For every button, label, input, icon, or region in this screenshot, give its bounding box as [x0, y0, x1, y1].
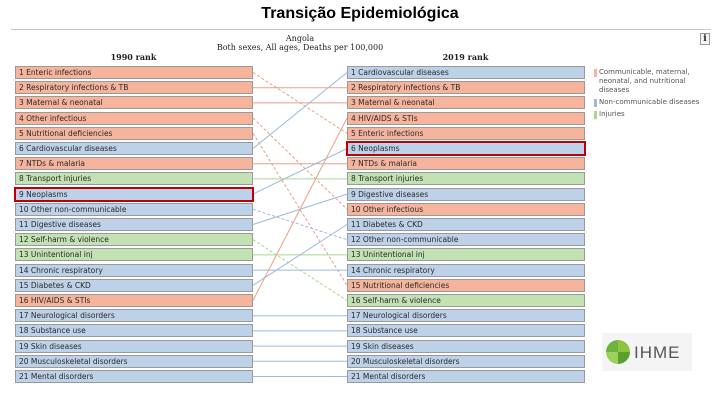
- right-rank-item[interactable]: 9 Digestive diseases: [347, 188, 585, 201]
- right-rank-item[interactable]: 12 Other non-communicable: [347, 233, 585, 246]
- left-rank-item[interactable]: 13 Unintentional inj: [15, 248, 253, 261]
- left-heading: 1990 rank: [110, 52, 157, 62]
- legend-swatch: [594, 99, 597, 107]
- right-rank-item[interactable]: 15 Nutritional deficiencies: [347, 279, 585, 292]
- ihme-logo-icon: [604, 338, 632, 366]
- right-rank-item[interactable]: 19 Skin diseases: [347, 340, 585, 353]
- highlight-box-left: [14, 187, 254, 202]
- left-rank-item[interactable]: 9 Neoplasms: [15, 188, 253, 201]
- left-rank-item[interactable]: 20 Musculoskeletal disorders: [15, 355, 253, 368]
- right-rank-item[interactable]: 4 HIV/AIDS & STIs: [347, 112, 585, 125]
- left-rank-item[interactable]: 6 Cardiovascular diseases: [15, 142, 253, 155]
- left-rank-item[interactable]: 10 Other non-communicable: [15, 203, 253, 216]
- ihme-logo-text: IHME: [634, 343, 681, 362]
- left-rank-item[interactable]: 5 Nutritional deficiencies: [15, 127, 253, 140]
- slide-title: Transição Epidemiológica: [261, 5, 459, 22]
- right-rank-item[interactable]: 2 Respiratory infections & TB: [347, 81, 585, 94]
- right-rank-item[interactable]: 3 Maternal & neonatal: [347, 96, 585, 109]
- highlight-box-right: [346, 141, 586, 156]
- left-rank-item[interactable]: 17 Neurological disorders: [15, 309, 253, 322]
- legend-label: Injuries: [599, 110, 625, 118]
- left-rank-item[interactable]: 3 Maternal & neonatal: [15, 96, 253, 109]
- right-rank-item[interactable]: 21 Mental disorders: [347, 370, 585, 383]
- right-rank-item[interactable]: 1 Cardiovascular diseases: [347, 66, 585, 79]
- right-rank-item[interactable]: 5 Enteric infections: [347, 127, 585, 140]
- rank-change-line: [253, 73, 347, 149]
- left-rank-item[interactable]: 16 HIV/AIDS & STIs: [15, 294, 253, 307]
- left-rank-item[interactable]: 15 Diabetes & CKD: [15, 279, 253, 292]
- left-rank-item[interactable]: 7 NTDs & malaria: [15, 157, 253, 170]
- info-icon[interactable]: i: [700, 33, 710, 45]
- left-rank-item[interactable]: 18 Substance use: [15, 324, 253, 337]
- right-heading: 2019 rank: [442, 52, 489, 62]
- left-rank-item[interactable]: 4 Other infectious: [15, 112, 253, 125]
- legend-item-injuries: [594, 110, 706, 120]
- left-rank-item[interactable]: 21 Mental disorders: [15, 370, 253, 383]
- rank-change-line: [253, 209, 347, 239]
- legend-item-ncd: [594, 98, 706, 108]
- legend-label: Communicable, maternal, neonatal, and nutritional diseases: [599, 68, 690, 94]
- left-rank-item[interactable]: 19 Skin diseases: [15, 340, 253, 353]
- left-rank-item[interactable]: 14 Chronic respiratory: [15, 264, 253, 277]
- right-rank-item[interactable]: 7 NTDs & malaria: [347, 157, 585, 170]
- legend-label: Non-communicable diseases: [599, 98, 700, 106]
- right-rank-item[interactable]: 11 Diabetes & CKD: [347, 218, 585, 231]
- rank-change-line: [253, 118, 347, 300]
- left-rank-item[interactable]: 1 Enteric infections: [15, 66, 253, 79]
- chart-location: Angola: [285, 34, 315, 43]
- right-rank-item[interactable]: 10 Other infectious: [347, 203, 585, 216]
- legend-swatch: [594, 69, 597, 77]
- right-rank-item[interactable]: 20 Musculoskeletal disorders: [347, 355, 585, 368]
- right-rank-item[interactable]: 8 Transport injuries: [347, 172, 585, 185]
- right-rank-item[interactable]: 17 Neurological disorders: [347, 309, 585, 322]
- chart-measure: Both sexes, All ages, Deaths per 100,000: [216, 43, 384, 52]
- left-rank-item[interactable]: 11 Digestive diseases: [15, 218, 253, 231]
- left-rank-item[interactable]: 12 Self-harm & violence: [15, 233, 253, 246]
- legend-item-cmnn: [594, 68, 706, 96]
- right-rank-item[interactable]: 16 Self-harm & violence: [347, 294, 585, 307]
- right-rank-item[interactable]: 6 Neoplasms: [347, 142, 585, 155]
- right-rank-item[interactable]: 13 Unintentional inj: [347, 248, 585, 261]
- legend-swatch: [594, 111, 597, 119]
- left-rank-item[interactable]: 8 Transport injuries: [15, 172, 253, 185]
- left-rank-item[interactable]: 2 Respiratory infections & TB: [15, 81, 253, 94]
- right-rank-item[interactable]: 14 Chronic respiratory: [347, 264, 585, 277]
- right-rank-item[interactable]: 18 Substance use: [347, 324, 585, 337]
